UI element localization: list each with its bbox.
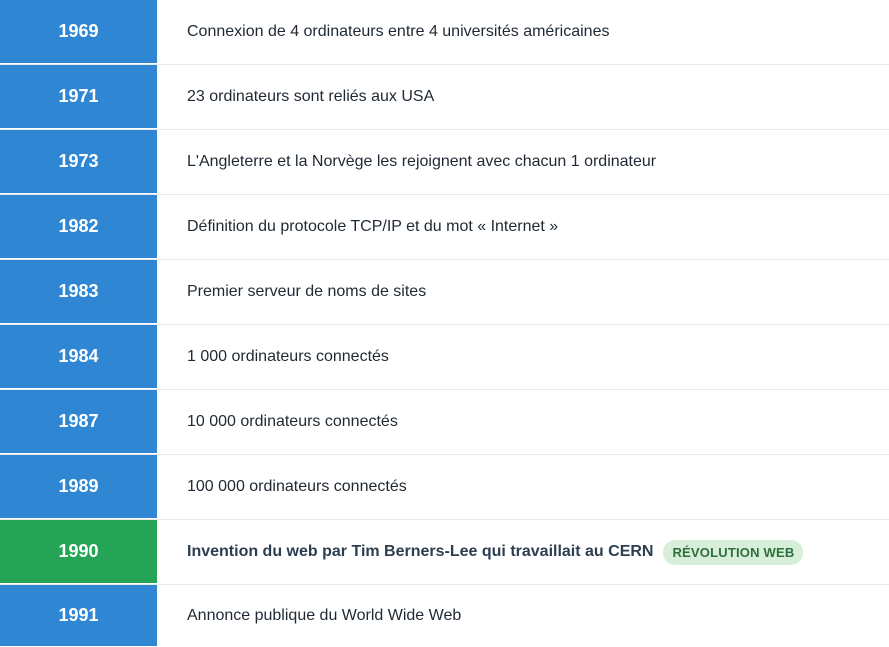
timeline-description <box>157 0 889 64</box>
timeline-event-text: 1 000 ordinateurs connectés <box>187 348 389 365</box>
timeline-event-text: Définition du protocole TCP/IP et du mot « Internet » <box>187 218 559 235</box>
timeline-row <box>0 390 889 455</box>
timeline-row <box>0 195 889 260</box>
timeline-event-text: Annonce publique du World Wide Web <box>187 607 462 624</box>
timeline-event-text: Premier serveur de noms de sites <box>187 283 427 300</box>
timeline-year: 1973 <box>0 130 157 194</box>
timeline-row <box>0 260 889 325</box>
timeline-year: 1984 <box>0 325 157 389</box>
timeline-event-text: 100 000 ordinateurs connectés <box>187 478 407 495</box>
timeline-description <box>157 585 889 647</box>
timeline-year: 1987 <box>0 390 157 454</box>
timeline-year: 1991 <box>0 585 157 647</box>
timeline-event-text: 23 ordinateurs sont reliés aux USA <box>187 88 435 105</box>
timeline-description <box>157 390 889 454</box>
timeline-description <box>157 130 889 194</box>
timeline-event-text: 10 000 ordinateurs connectés <box>187 413 398 430</box>
timeline-row-highlight <box>0 520 889 585</box>
timeline-year: 1983 <box>0 260 157 324</box>
timeline-row <box>0 65 889 130</box>
timeline-event-text: Connexion de 4 ordinateurs entre 4 universités américaines <box>187 23 610 40</box>
timeline-description <box>157 260 889 324</box>
timeline-row <box>0 455 889 520</box>
timeline-year: 1989 <box>0 455 157 519</box>
timeline-year: 1969 <box>0 0 157 64</box>
timeline-description <box>157 195 889 259</box>
timeline-description <box>157 65 889 129</box>
timeline-row <box>0 0 889 65</box>
timeline-year: 1982 <box>0 195 157 259</box>
timeline-description <box>157 455 889 519</box>
revolution-web-badge: RÉVOLUTION WEB <box>663 540 803 565</box>
timeline-year: 1971 <box>0 65 157 129</box>
timeline-row <box>0 325 889 390</box>
timeline-event-text: Invention du web par Tim Berners-Lee qui travaillait au CERN <box>187 543 654 560</box>
timeline-year: 1990 <box>0 520 157 584</box>
timeline-description <box>157 520 889 584</box>
timeline-row <box>0 130 889 195</box>
timeline-event-text: L'Angleterre et la Norvège les rejoignent avec chacun 1 ordinateur <box>187 153 657 170</box>
timeline-row <box>0 585 889 647</box>
timeline-description <box>157 325 889 389</box>
